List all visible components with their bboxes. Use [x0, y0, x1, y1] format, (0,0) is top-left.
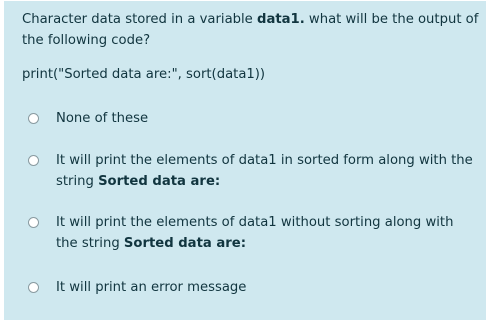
radio-button[interactable] — [28, 113, 39, 124]
option-line1: It will print the elements of data1 without sorting along with — [56, 215, 454, 230]
question-variable-name: data1. — [257, 12, 305, 27]
option-label: None of these — [56, 111, 149, 126]
question-line1-prefix: Character data stored in a variable — [22, 12, 257, 27]
question-text — [22, 9, 482, 51]
question-line1-suffix: what will be the output of — [304, 12, 479, 27]
option-line2-prefix: string — [56, 174, 99, 189]
question-card — [4, 1, 486, 320]
question-line2: the following code? — [22, 33, 151, 48]
radio-button[interactable] — [28, 155, 39, 166]
radio-button[interactable] — [28, 282, 39, 293]
option-label: It will print an error message — [56, 280, 247, 295]
option-label — [56, 212, 476, 254]
option-bold-string: Sorted data are: — [123, 236, 246, 251]
question-code: print("Sorted data are:", sort(data1)) — [22, 67, 266, 82]
radio-button[interactable] — [28, 217, 39, 228]
option-label — [56, 150, 476, 192]
option-line2-prefix: the string — [56, 236, 124, 251]
option-bold-string: Sorted data are: — [98, 174, 221, 189]
option-line1: It will print the elements of data1 in sorted form along with the — [56, 153, 473, 168]
